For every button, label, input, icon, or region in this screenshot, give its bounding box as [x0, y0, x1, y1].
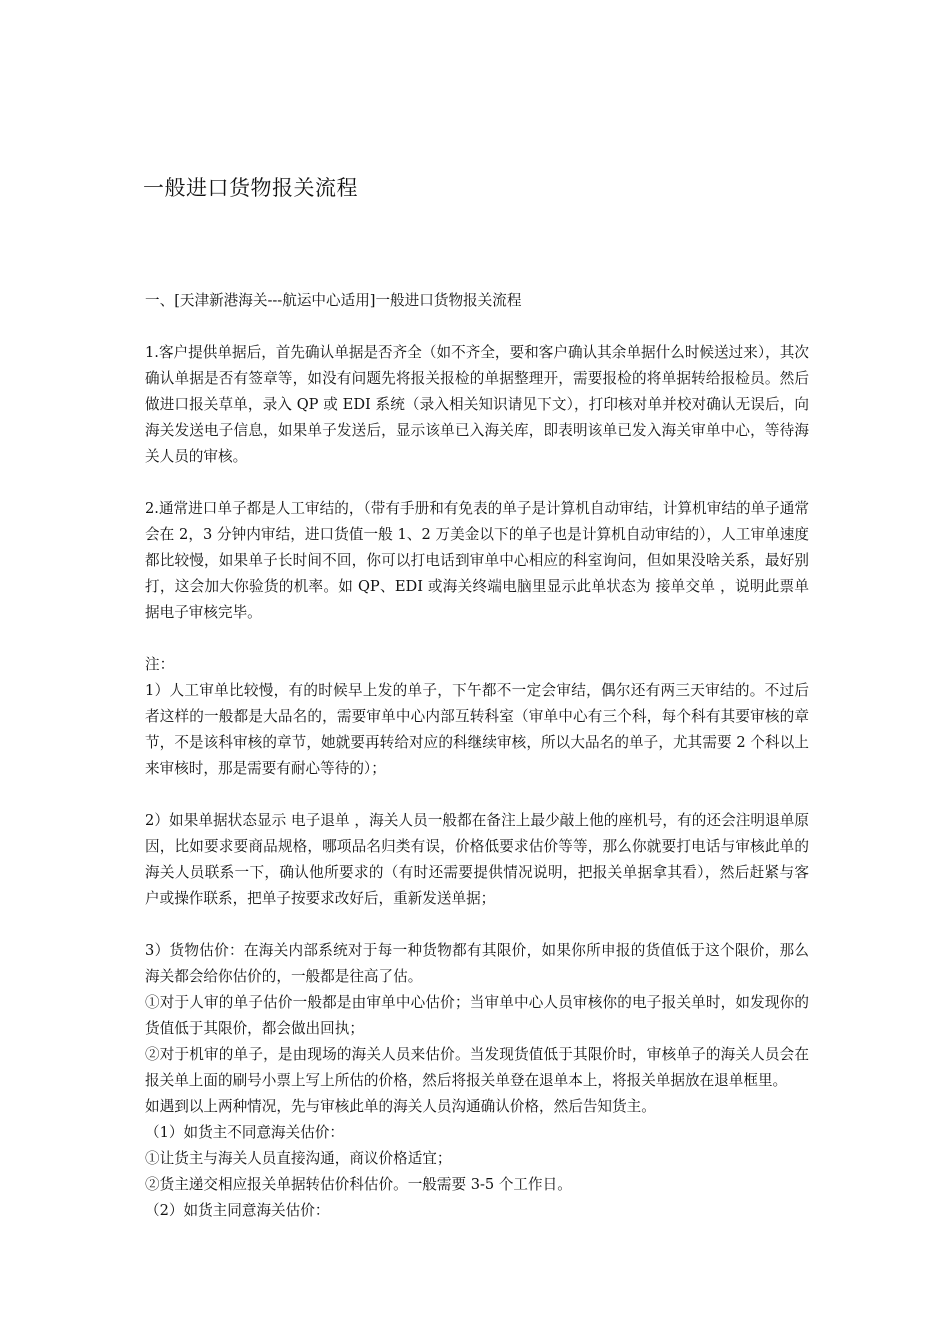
- note-3-c: 如遇到以上两种情况，先与审核此单的海关人员沟通确认价格，然后告知货主。: [145, 1098, 656, 1115]
- case-1-a: ①让货主与海关人员直接沟通，商议价格适宜；: [145, 1150, 452, 1167]
- note-3-b: ②对于机审的单子，是由现场的海关人员来估价。当发现货值低于其限价时，审核单子的海关人员会在报关单上面的刷号小票上写上所估的价格，然后将报关单登在退单本上，将报关单据放在退单框里。: [145, 1046, 809, 1089]
- paragraph-2: 2.通常进口单子都是人工审结的，（带有手册和有免表的单子是计算机自动审结，计算机审结的单子通常会在 2，3 分钟内审结，进口货值一般 1、2 万美金以下的单子也是计算机自动审结的），人工审单速度都比较慢，如果单子长时间不回，你可以打电话到审单中心相应的科室询问，但如果没啥关系，最好别打，这会加大你验货的机率。如 QP、EDI 或海关终端电脑里显示此单状态为 接单交单 ，说明此票单据电子审核完毕。: [145, 500, 809, 621]
- case-2: （2）如货主同意海关估价：: [145, 1202, 330, 1219]
- note-1: 1）人工审单比较慢，有的时候早上发的单子，下午都不一定会审结，偶尔还有两三天审结的。不过后者这样的一般都是大品名的，需要审单中心内部互转科室（审单中心有三个科，每个科有其要审核的章节，不是该科审核的章节，她就要再转给对应的科继续审核，所以大品名的单子，尤其需要 2 个科以上来审核时，那是需要有耐心等待的）；: [145, 682, 809, 777]
- case-1: （1）如货主不同意海关估价：: [145, 1124, 345, 1141]
- spacer: [145, 912, 809, 938]
- spacer: [145, 626, 809, 652]
- note-3: 3）货物估价：在海关内部系统对于每一种货物都有其限价，如果你所申报的货值低于这个限价，那么海关都会给你估价的，一般都是往高了估。: [145, 942, 809, 985]
- case-1-b: ②货主递交相应报关单据转估价科估价。一般需要 3-5 个工作日。: [145, 1176, 572, 1193]
- section-heading: 一、[天津新港海关---航运中心适用]一般进口货物报关流程: [145, 292, 522, 309]
- spacer: [145, 470, 809, 496]
- note-label: 注：: [145, 656, 175, 673]
- note-2: 2）如果单据状态显示 电子退单 ，海关人员一般都在备注上最少敲上他的座机号，有的还会注明退单原因，比如要求要商品规格，哪项品名归类有误，价格低要求估价等等，那么你就要打电话与审核此单的海关人员联系一下，确认他所要求的（有时还需要提供情况说明，把报关单据拿其看），然后赶紧与客户或操作联系，把单子按要求改好后，重新发送单据；: [145, 812, 809, 907]
- document-body: [145, 288, 809, 1224]
- paragraph-1: 1.客户提供单据后，首先确认单据是否齐全（如不齐全，要和客户确认其余单据什么时候送过来），其次确认单据是否有签章等，如没有问题先将报关报检的单据整理开，需要报检的将单据转给报检员。然后做进口报关草单，录入 QP 或 EDI 系统（录入相关知识请见下文），打印核对单并校对确认无误后，向海关发送电子信息，如果单子发送后，显示该单已入海关库，即表明该单已发入海关审单中心，等待海关人员的审核。: [145, 344, 809, 465]
- spacer: [145, 782, 809, 808]
- document-title: 一般进口货物报关流程: [143, 176, 358, 200]
- spacer: [145, 314, 809, 340]
- note-3-a: ①对于人审的单子估价一般都是由审单中心估价；当审单中心人员审核你的电子报关单时，如发现你的货值低于其限价，都会做出回执；: [145, 994, 809, 1037]
